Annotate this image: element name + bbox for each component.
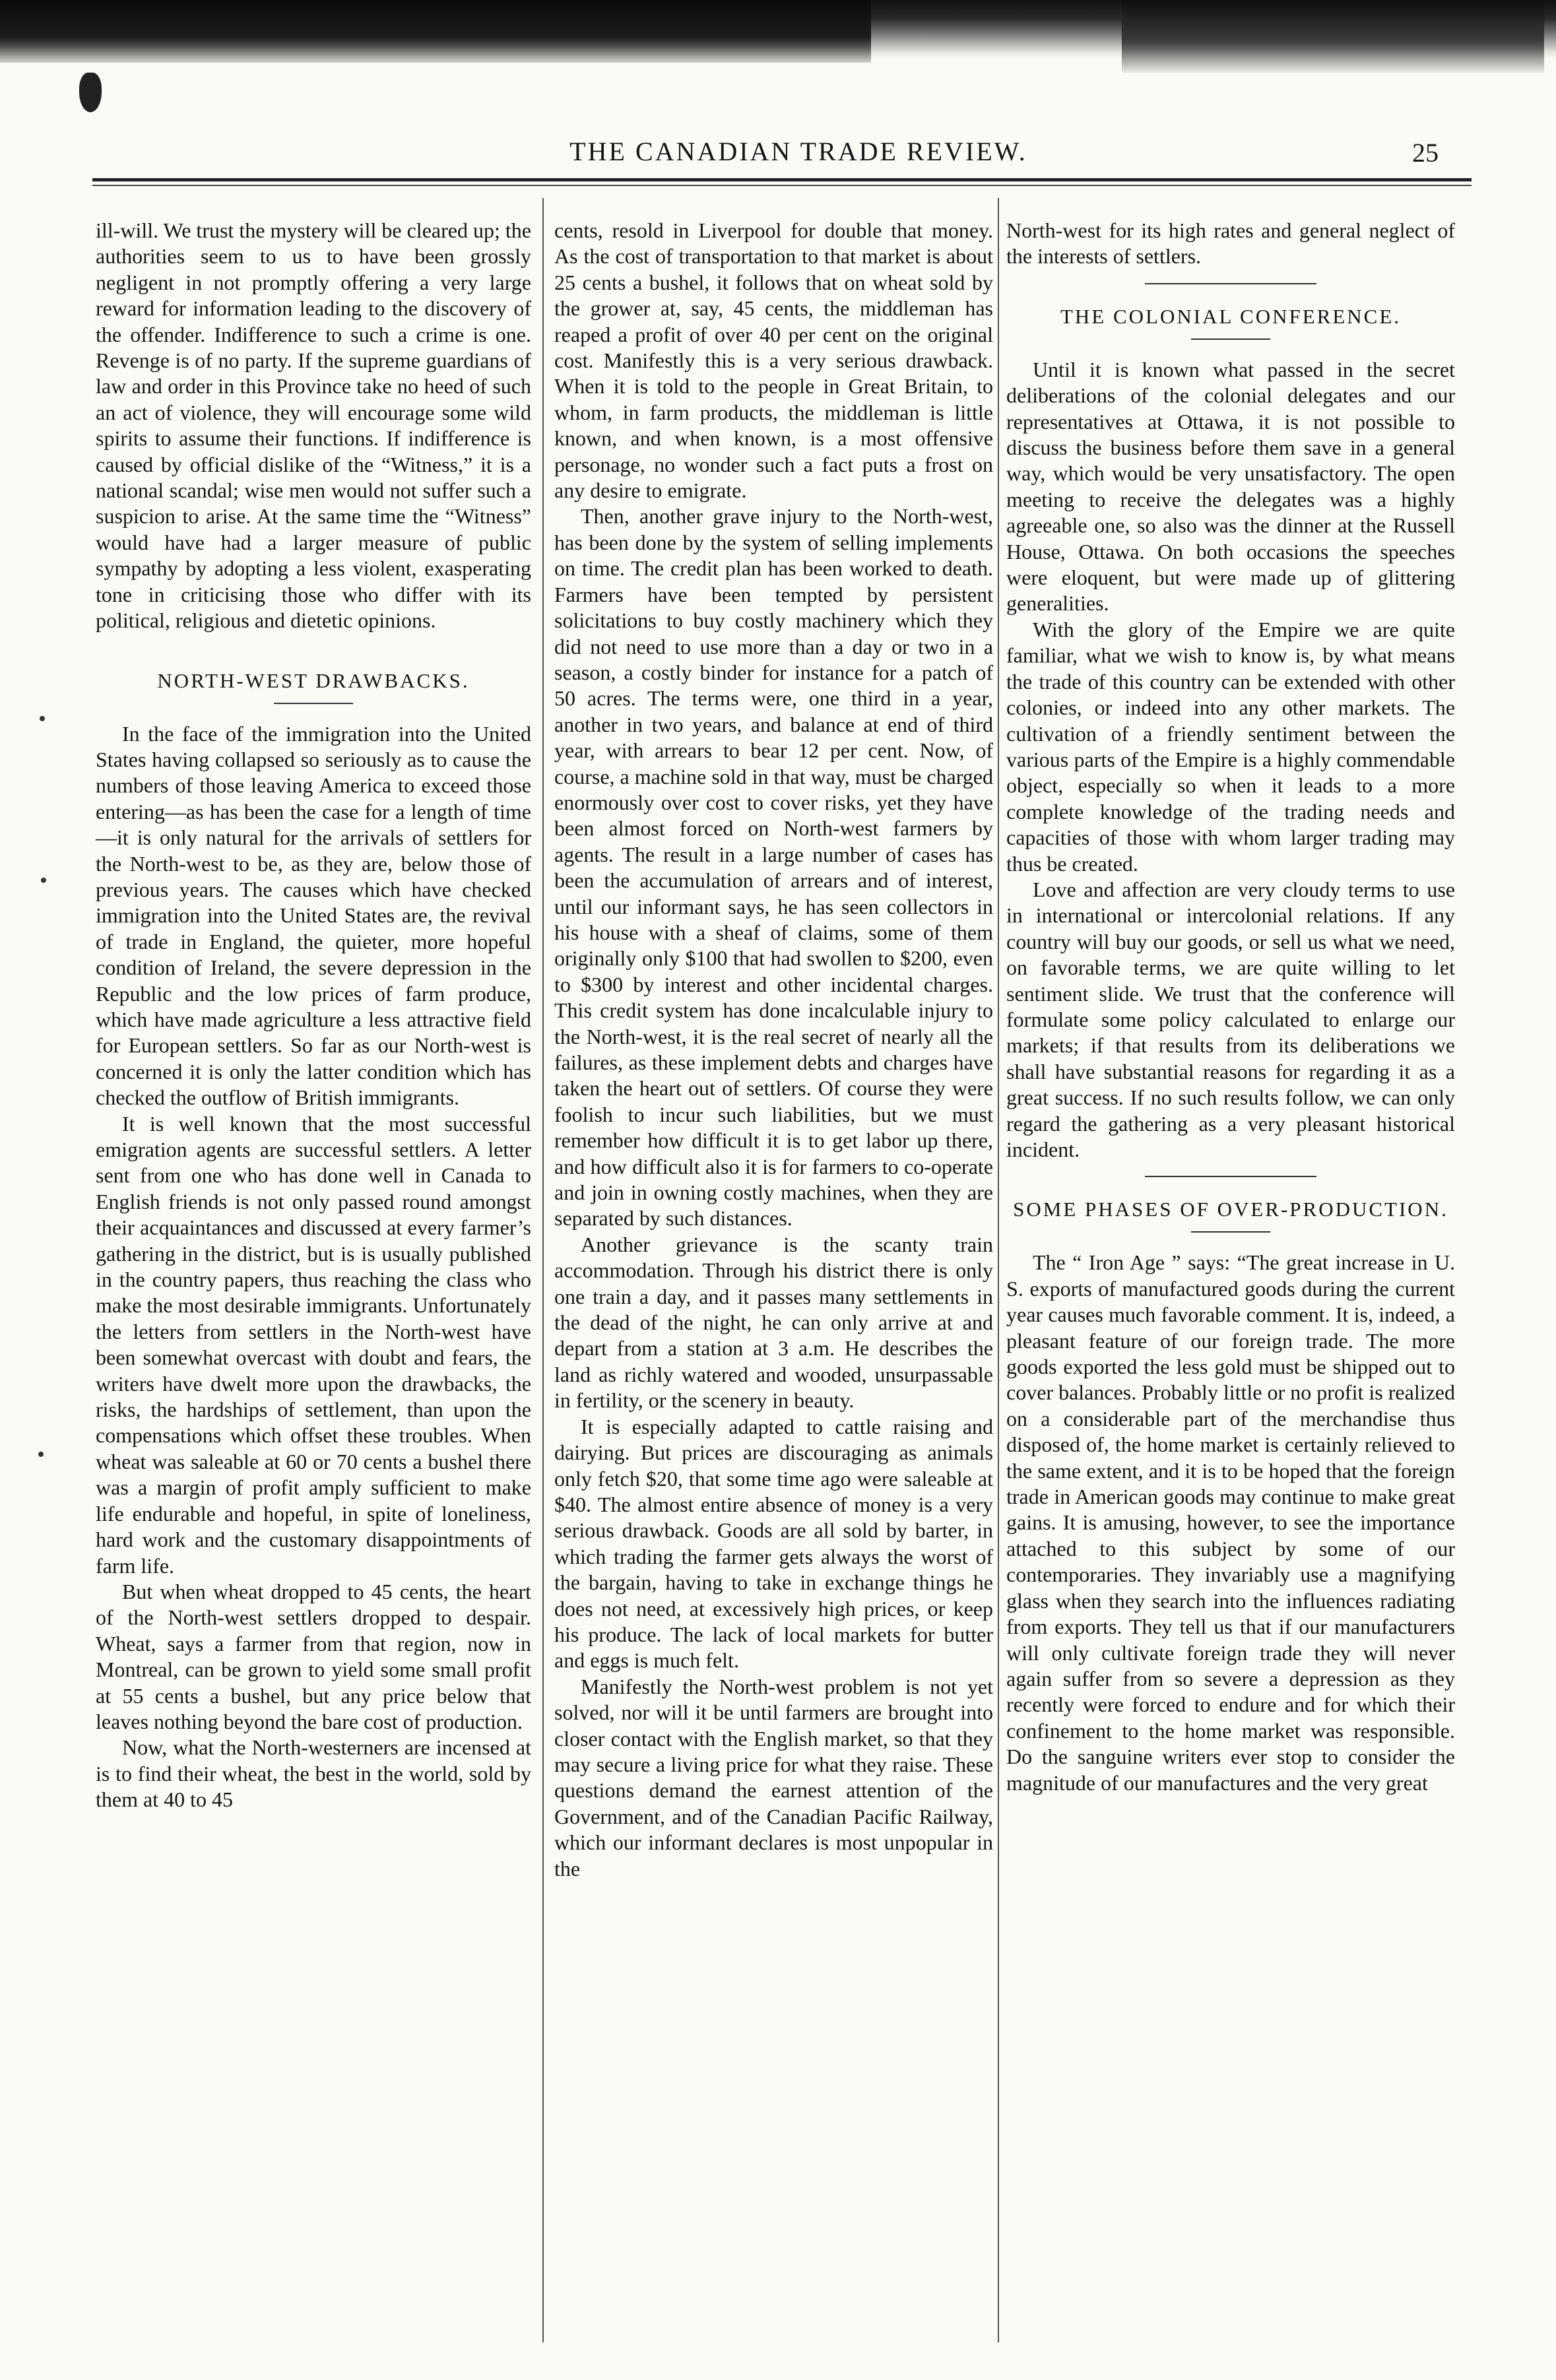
section-heading: THE COLONIAL CONFERENCE. bbox=[1060, 304, 1402, 328]
header-rule bbox=[92, 178, 1472, 181]
header-rule-thin bbox=[92, 185, 1472, 186]
column-divider-2 bbox=[998, 198, 999, 2342]
heading-rule bbox=[1191, 1231, 1270, 1233]
article-paragraph: But when wheat dropped to 45 cents, the heart of the North-west settlers dropped to despair. Wheat, says a farmer from that region, now in Montreal, can be grown to yield some small profit at 55 cents a bushel, but any price below that leaves nothing beyond the bare cost of production. bbox=[96, 1579, 531, 1733]
article-paragraph: ill-will. We trust the mystery will be cleared up; the authorities seem to us to have been grossly negligent in not promptly offering a very large reward for information leading to the discovery of the offender. Indifference to such a crime is one. Revenge is of no party. If the supreme guardians of law and order in this Province take no heed of such an act of violence, they will encourage some wild spirits to assume their functions. If indifference is caused by official dislike of the “Witness,” it is a national scandal; wise men would not suffer such a suspicion to arise. At the same time the “Witness” would have had a larger measure of public sympathy by adopting a less violent, exasperating tone in criticising those who differ with its political, religious and dietetic opinions. bbox=[96, 218, 531, 633]
column-divider-1 bbox=[542, 198, 544, 2342]
article-paragraph: Then, another grave injury to the North-west, has been done by the system of selling implements on time. The credit plan has been worked to death. Farmers have been tempted by persistent solicitations to buy costly machinery which they did not need to use more than a day or two in a season, a costly binder for instance for a patch of 50 acres. The terms were, one third in a year, another in two years, and balance at end of third year, with arrears to bear 12 per cent. Now, of course, a machine sold in that way, must be charged enormously over cost to cover risks, yet they have been almost forced on North-west farmers by agents. The result in a large number of cases has been the accumulation of arrears and of interest, until our informant says, he has seen collectors in his house with a sheaf of claims, some of them originally only $100 that had swollen to $200, even to $300 by interest and other incidental charges. This credit system has done incalculable injury to the North-west, it is the real secret of nearly all the failures, as these implement debts and charges have taken the heart out of settlers. Of course they were foolish to incur such liabilities, but we must remember how difficult it is to get labor up there, and how difficult also it is for farmers to co-operate and join in owning costly machines, when they are separated by such distances. bbox=[554, 504, 993, 1231]
article-paragraph: In the face of the immigration into the United States having collapsed so seriously as to cause the numbers of those leaving America to exceed those entering—as has been the case for a length of time—it is only natural for the arrivals of settlers for the North-west to be, as they are, below those of previous years. The causes which have checked immigration into the United States are, the revival of trade in England, the quieter, more hopeful condition of Ireland, the severe depression in the Republic and the low prices of farm produce, which have made agriculture a less attractive field for European settlers. So far as our North-west is concerned it is only the latter condition which has checked the outflow of British immigrants. bbox=[96, 721, 531, 1110]
article-paragraph: cents, resold in Liverpool for double that money. As the cost of transportation to that market is about 25 cents a bushel, it follows that on wheat sold by the grower at, say, 45 cents, the middleman has reaped a profit of over 40 per cent on the original cost. Manifestly this is a very serious drawback. When it is told to the people in Great Britain, to whom, in farm products, the middleman is little known, and when known, is a most offensive personage, no wonder such a fact puts a frost on any desire to emigrate. bbox=[554, 218, 993, 503]
page-header bbox=[92, 132, 1465, 178]
section-divider bbox=[1145, 283, 1316, 284]
article-paragraph: Manifestly the North-west problem is not yet solved, nor will it be until farmers are brought into closer contact with the English market, so that they may secure a living price for what they raise. These questions demand the earnest attention of the Government, and of the Canadian Pacific Railway, which our informant declares is most unpopular in the bbox=[554, 1674, 993, 1881]
heading-rule bbox=[1191, 338, 1270, 340]
section-heading: NORTH-WEST DRAWBACKS. bbox=[157, 668, 470, 692]
article-paragraph: It is well known that the most successful emigration agents are successful settlers. A letter sent from one who has done well in Canada to English friends is not only passed round amongst their acquaintances and discussed at every farmer’s gathering in the district, but is is usually published in the country papers, thus reaching the class who make the most desirable immigrants. Unfortunately the letters from settlers in the North-west have been somewhat overcast with doubt and fears, the writers have dwelt more upon the drawbacks, the risks, the hardships of settlement, than upon the compensations which offset these troubles. When wheat was saleable at 60 or 70 cents a bushel there was a margin of profit amply sufficient to make life endurable and hopeful, in spite of loneliness, hard work and the customary disappointments of farm life. bbox=[96, 1111, 531, 1578]
section-divider bbox=[1145, 1176, 1316, 1177]
article-paragraph: Now, what the North-westerners are incensed at is to find their wheat, the best in the world, sold by them at 40 to 45 bbox=[96, 1735, 531, 1812]
article-paragraph: North-west for its high rates and general neglect of the interests of settlers. bbox=[1006, 218, 1455, 269]
section-heading: SOME PHASES OF OVER-PRODUCTION. bbox=[1013, 1198, 1448, 1221]
article-paragraph: It is especially adapted to cattle raising and dairying. But prices are discouraging as animals only fetch $20, that some time ago were saleable at $40. The almost entire absence of money is a very serious drawback. Goods are all sold by barter, in which trading the farmer gets always the worst of the bargain, having to take in exchange things he does not need, at excessively high prices, or keep his produce. The lack of local markets for butter and eggs is much felt. bbox=[554, 1414, 993, 1673]
scan-blemish bbox=[79, 73, 102, 112]
column-2 bbox=[554, 218, 993, 2349]
column-1 bbox=[96, 218, 531, 2349]
article-paragraph: Love and affection are very cloudy terms to use in international or intercolonial relations. If any country will buy our goods, or sell us what we need, on favorable terms, we are quite willing to let sentiment slide. We trust that the conference will formulate some policy calculated to enlarge our markets; if that results from its deliberations we shall have substantial reasons for regarding it as a great success. If no such results follow, we can only regard the gathering as a very pleasant historical incident. bbox=[1006, 877, 1455, 1161]
article-paragraph: With the glory of the Empire we are quite familiar, what we wish to know is, by what means the trade of this country can be extended with other colonies, or indeed into any other markets. The cultivation of a friendly sentiment between the various parts of the Empire is a highly commendable object, especially so when it leads to a more complete knowledge of the trading needs and capacities of those with whom larger trading may thus be created. bbox=[1006, 617, 1455, 876]
margin-mark bbox=[40, 716, 45, 721]
article-paragraph: The “ Iron Age ” says: “The great increase in U. S. exports of manufactured goods during the current year causes much favorable comment. It is, indeed, a pleasant feature of our foreign trade. The more goods exported the less gold must be shipped out to cover balances. Probably little or no profit is realized on a considerable part of the merchandise thus disposed of, the home market is certainly relieved to the same extent, and it is to be hoped that the foreign trade in American goods may continue to make great gains. It is amusing, however, to see the importance attached to this subject by some of our contemporaries. They invariably use a magnifying glass when they search into the influences radiating from exports. They tell us that if our manufacturers will only cultivate foreign trade they will never again suffer from so severe a depression as they recently were forced to endure and for which their confinement to the home market was responsible. Do the sanguine writers ever stop to consider the magnitude of our manufactures and the very great bbox=[1006, 1250, 1455, 1795]
margin-mark bbox=[41, 878, 46, 883]
masthead-title: THE CANADIAN TRADE REVIEW. bbox=[569, 137, 1027, 166]
heading-rule bbox=[274, 703, 353, 704]
column-3 bbox=[1006, 218, 1455, 2349]
page-number: 25 bbox=[1412, 138, 1439, 168]
article-paragraph: Until it is known what passed in the secret deliberations of the colonial delegates and our representatives at Ottawa, it is not possible to discuss the business before them save in a general way, which would be very unsatisfactory. The open meeting to receive the delegates was a highly agreeable one, so also was the dinner at the Russell House, Ottawa. On both occasions the speeches were eloquent, but were made up of glittering generalities. bbox=[1006, 357, 1455, 616]
scan-dark-edge bbox=[0, 0, 1556, 59]
article-paragraph: Another grievance is the scanty train accommodation. Through his district there is only one train a day, and it passes many settlements in the dead of the night, he can only arrive at and depart from a station at 3 a.m. He describes the land as richly watered and wooded, unsurpassable in fertility, or the scenery in beauty. bbox=[554, 1232, 993, 1413]
margin-mark bbox=[38, 1452, 44, 1457]
section-gap bbox=[96, 634, 531, 668]
